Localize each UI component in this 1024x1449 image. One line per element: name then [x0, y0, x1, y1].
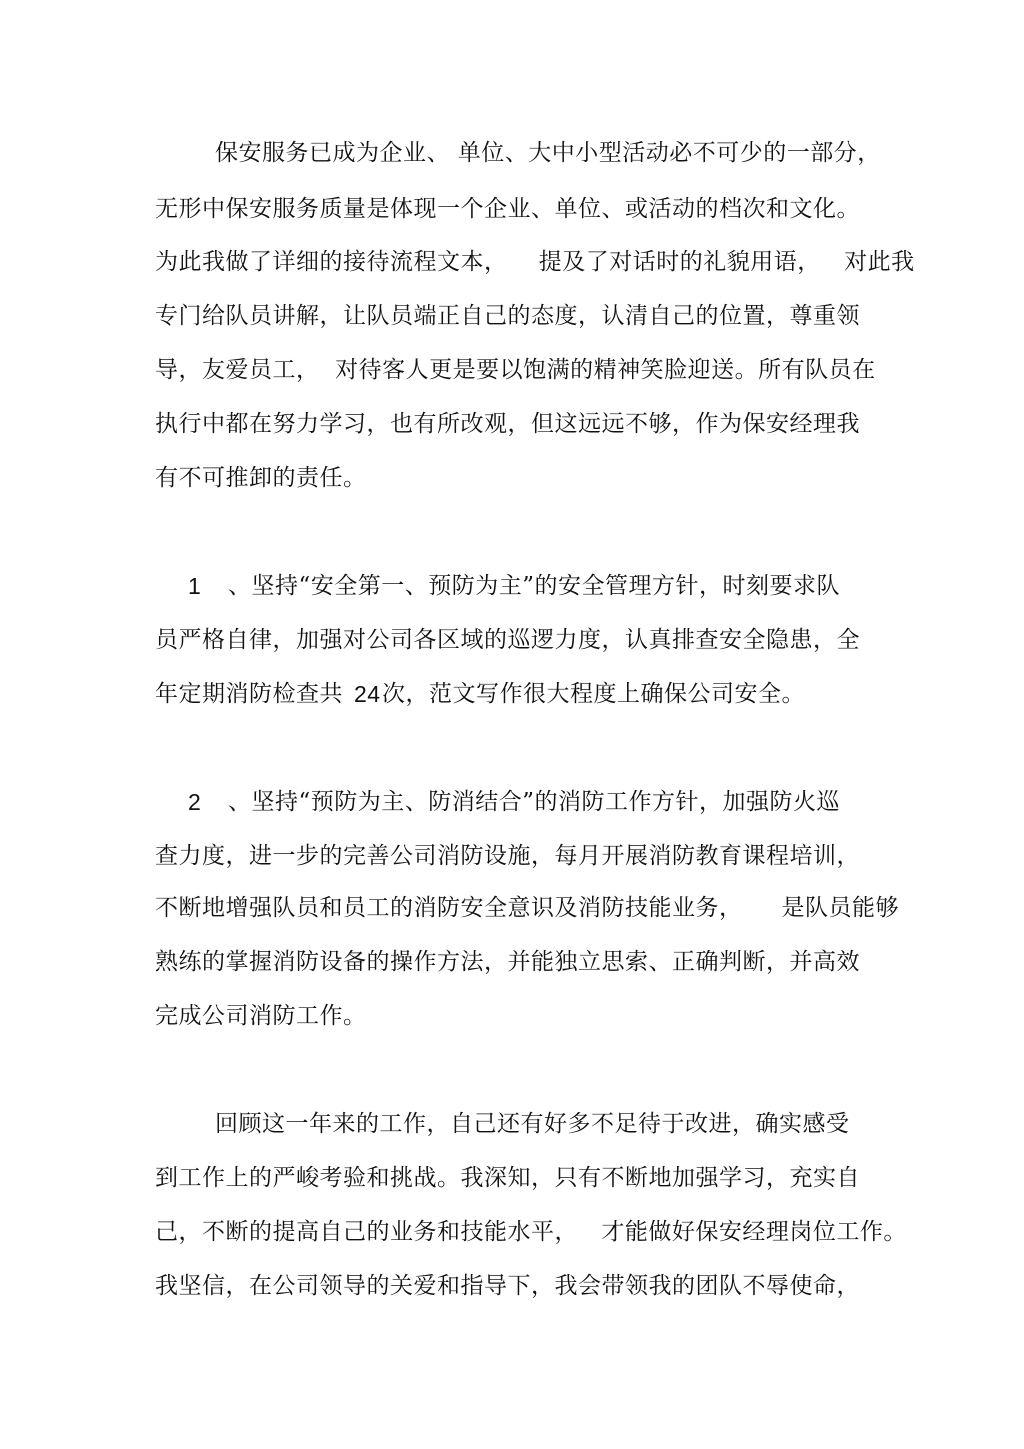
intro-line-2: 无形中保安服务质量是体现一个企业、单位、或活动的档次和文化。 [155, 196, 860, 222]
item1-line-3-tail: 次，范文写作很大程度上确保公司安全。 [382, 681, 805, 707]
item2-line-3: 不断地增强队员和员工的消防安全意识及消防技能业务， 是队员能够 [155, 895, 900, 921]
conclusion-line-2: 到工作上的严峻考验和挑战。我深知，只有不断地加强学习，充实自 [155, 1165, 860, 1191]
conclusion-line-1: 回顾这一年来的工作，自己还有好多不足待于改进，确实感受 [215, 1111, 850, 1137]
intro-line-1: 保安服务已成为企业、 单位、大中小型活动必不可少的一部分， [215, 140, 881, 166]
item1-number: 1 [188, 573, 202, 599]
item2-line-5: 完成公司消防工作。 [155, 1003, 367, 1029]
intro-line-7: 有不可推卸的责任。 [155, 465, 367, 491]
intro-line-6: 执行中都在努力学习，也有所改观，但这远远不够，作为保安经理我 [155, 411, 860, 437]
item1-count: 24 [354, 681, 381, 707]
intro-line-4: 专门给队员讲解，让队员端正自己的态度，认清自己的位置，尊重领 [155, 303, 860, 329]
item2-line-1: 、坚持“预防为主、防消结合”的消防工作方针，加强防火巡 [228, 789, 841, 815]
item1-line-1: 、坚持“安全第一、预防为主”的安全管理方针，时刻要求队 [228, 573, 841, 599]
item2-line-4: 熟练的掌握消防设备的操作方法，并能独立思索、正确判断，并高效 [155, 949, 860, 975]
item1-line-3: 年定期消防检查共 [155, 681, 343, 707]
item2-number: 2 [188, 789, 202, 815]
intro-line-5: 导，友爱员工， 对待客人更是要以饱满的精神笑脸迎送。所有队员在 [155, 357, 876, 383]
item1-line-2: 员严格自律，加强对公司各区域的巡逻力度，认真排查安全隐患，全 [155, 627, 860, 653]
conclusion-line-4: 我坚信，在公司领导的关爱和指导下，我会带领我的团队不辱使命， [155, 1273, 860, 1299]
item2-line-2: 查力度，进一步的完善公司消防设施，每月开展消防教育课程培训， [155, 843, 860, 869]
intro-line-3: 为此我做了详细的接待流程文本， 提及了对话时的礼貌用语， 对此我 [155, 249, 915, 275]
conclusion-line-3: 己，不断的提高自己的业务和技能水平， 才能做好保安经理岗位工作。 [155, 1219, 907, 1245]
